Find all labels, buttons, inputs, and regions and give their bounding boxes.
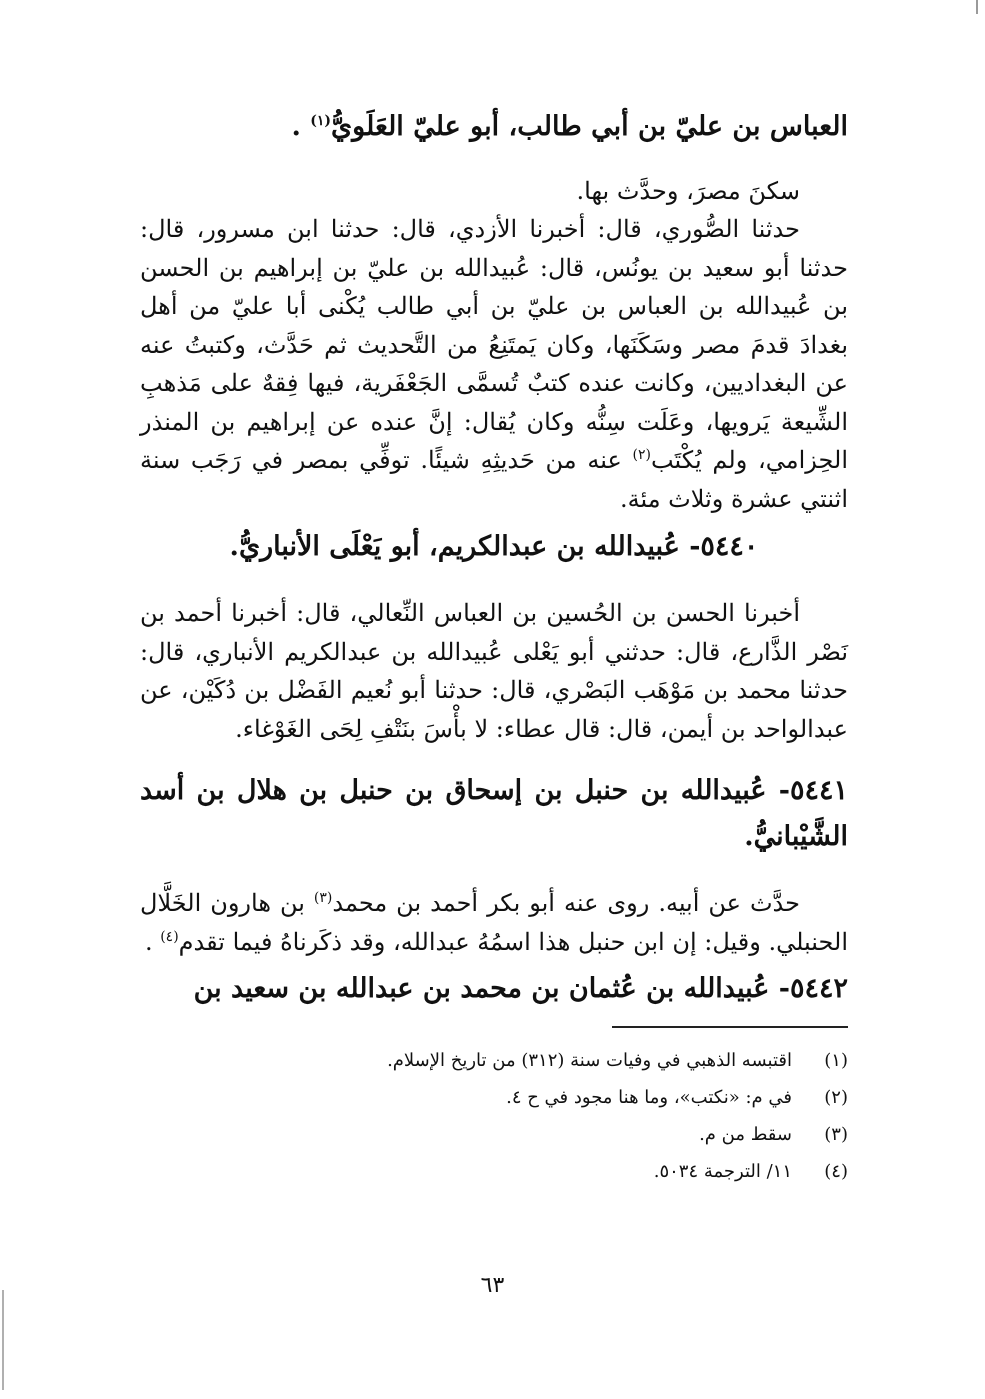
heading-end: . [291, 111, 311, 142]
paragraph-text: حدثنا الصُّوري، قال: أخبرنا الأزدي، قال: حدثنا ابن مسرور، قال: حدثنا أبو سعيد بن يونُس، قال: عُبيدالله بن عليّ بن إبراهيم بن الحسن بن عُبيدالله بن العباس بن عليّ بن أبي طالب يُكْنى أبا عليّ من أهل بغدادَ قدمَ مصر وسَكَنَها، وكان يَمتَنِعُ من التَّحديث ثم حَدَّث، وكتبتُ عنه عن البغداديين، وكانت عنده كتبٌ تُسمَّى الجَعْفَرية، فيها فِقهٌ على مَذهبِ الشِّيعة يَرويها، وعَلَت سِنُّه وكان يُقال: إنَّ عنده عن إبراهيم بن المنذر الحِزامي، ولم يُكْتَب [140, 215, 848, 474]
footnote-text: ١١/ الترجمة ٥٠٣٤. [653, 1161, 792, 1182]
footnote-3 [300, 1116, 848, 1153]
paragraph-text: سكنَ مصرَ، وحدَّث بها. [576, 177, 800, 205]
footnote-1 [300, 1042, 848, 1079]
entry-heading-abbas [140, 104, 848, 150]
paragraph-text: أخبرنا الحسن بن الحُسين بن العباس النِّعالي، قال: أخبرنا أحمد بن نَصْر الذَّارع، قال: حدثني أبو يَعْلى عُبيدالله بن عبدالكريم الأنباري، قال: حدثنا محمد بن مَوْهَب البَصْري، قال: حدثنا أبو نُعيم الفَضْل بن دُكَيْن، عن عبدالواحد بن أيمن، قال: قال عطاء: لا بأْسَ بنَتْفِ لِحَى الغَوْغاء. [140, 599, 848, 743]
paragraph-text: حدَّث عن أبيه. روى عنه أبو بكر أحمد بن محمد [332, 889, 800, 917]
heading-text: العباس بن عليّ بن أبي طالب، أبو عليّ العَلَويُّ [331, 111, 848, 142]
footnote-text: في م: «نكتب»، وما هنا مجود في ح ٤. [506, 1087, 792, 1108]
paragraph-text-end: . [144, 927, 161, 956]
footnote-ref-3: (٣) [313, 890, 333, 906]
footnote-separator [612, 1026, 848, 1028]
scan-edge-mark [976, 0, 978, 14]
heading-text: ٥٤٤٠- عُبيدالله بن عبدالكريم، أبو يَعْلَى الأنباريُّ. [229, 531, 759, 562]
footnote-number: (١) [824, 1050, 848, 1071]
footnote-4 [300, 1153, 848, 1190]
paragraph-text-cont: بن هارون الخَلَّال الحنبلي. وقيل: إن ابن حنبل هذا اسمُهُ عبدالله، وقد ذكَرناهُ فيما تقدم [140, 889, 848, 956]
footnote-text: سقط من م. [699, 1124, 792, 1145]
footnote-number: (٤) [824, 1161, 848, 1182]
entry-heading-5442 [140, 966, 848, 1012]
footnotes [300, 1042, 848, 1190]
paragraph-narration-5441 [140, 884, 848, 961]
paragraph-narration-5440 [140, 594, 848, 748]
footnote-ref-4: (٤) [160, 928, 179, 945]
page-number: ٦٣ [480, 1273, 505, 1298]
footnote-text: اقتبسه الذهبي في وفيات سنة (٣١٢) من تاريخ الإسلام. [387, 1050, 792, 1071]
footnote-number: (٢) [824, 1087, 848, 1108]
heading-text: ٥٤٤١- عُبيدالله بن حنبل بن إسحاق بن حنبل بن هلال بن أسد الشَّيْبانيُّ. [140, 775, 848, 852]
paragraph-text-cont: عنه من حَديثِهِ شيئًا. توفِّي بمصر في رَجَب سنة اثنتي عشرة وثلاث مئة. [140, 446, 848, 513]
paragraph-narration-1 [140, 210, 848, 518]
paragraph-settled-egypt [140, 172, 848, 211]
entry-heading-5440 [140, 524, 848, 570]
footnote-number: (٣) [824, 1124, 848, 1145]
scan-edge-mark [2, 1290, 4, 1390]
footnote-ref-1: (١) [310, 113, 332, 129]
footnote-2 [300, 1079, 848, 1116]
entry-heading-5441 [140, 768, 848, 860]
footnote-ref-2: (٢) [632, 447, 651, 463]
heading-text: ٥٤٤٢- عُبيدالله بن عُثمان بن محمد بن عبدالله بن سعيد بن [193, 973, 848, 1004]
